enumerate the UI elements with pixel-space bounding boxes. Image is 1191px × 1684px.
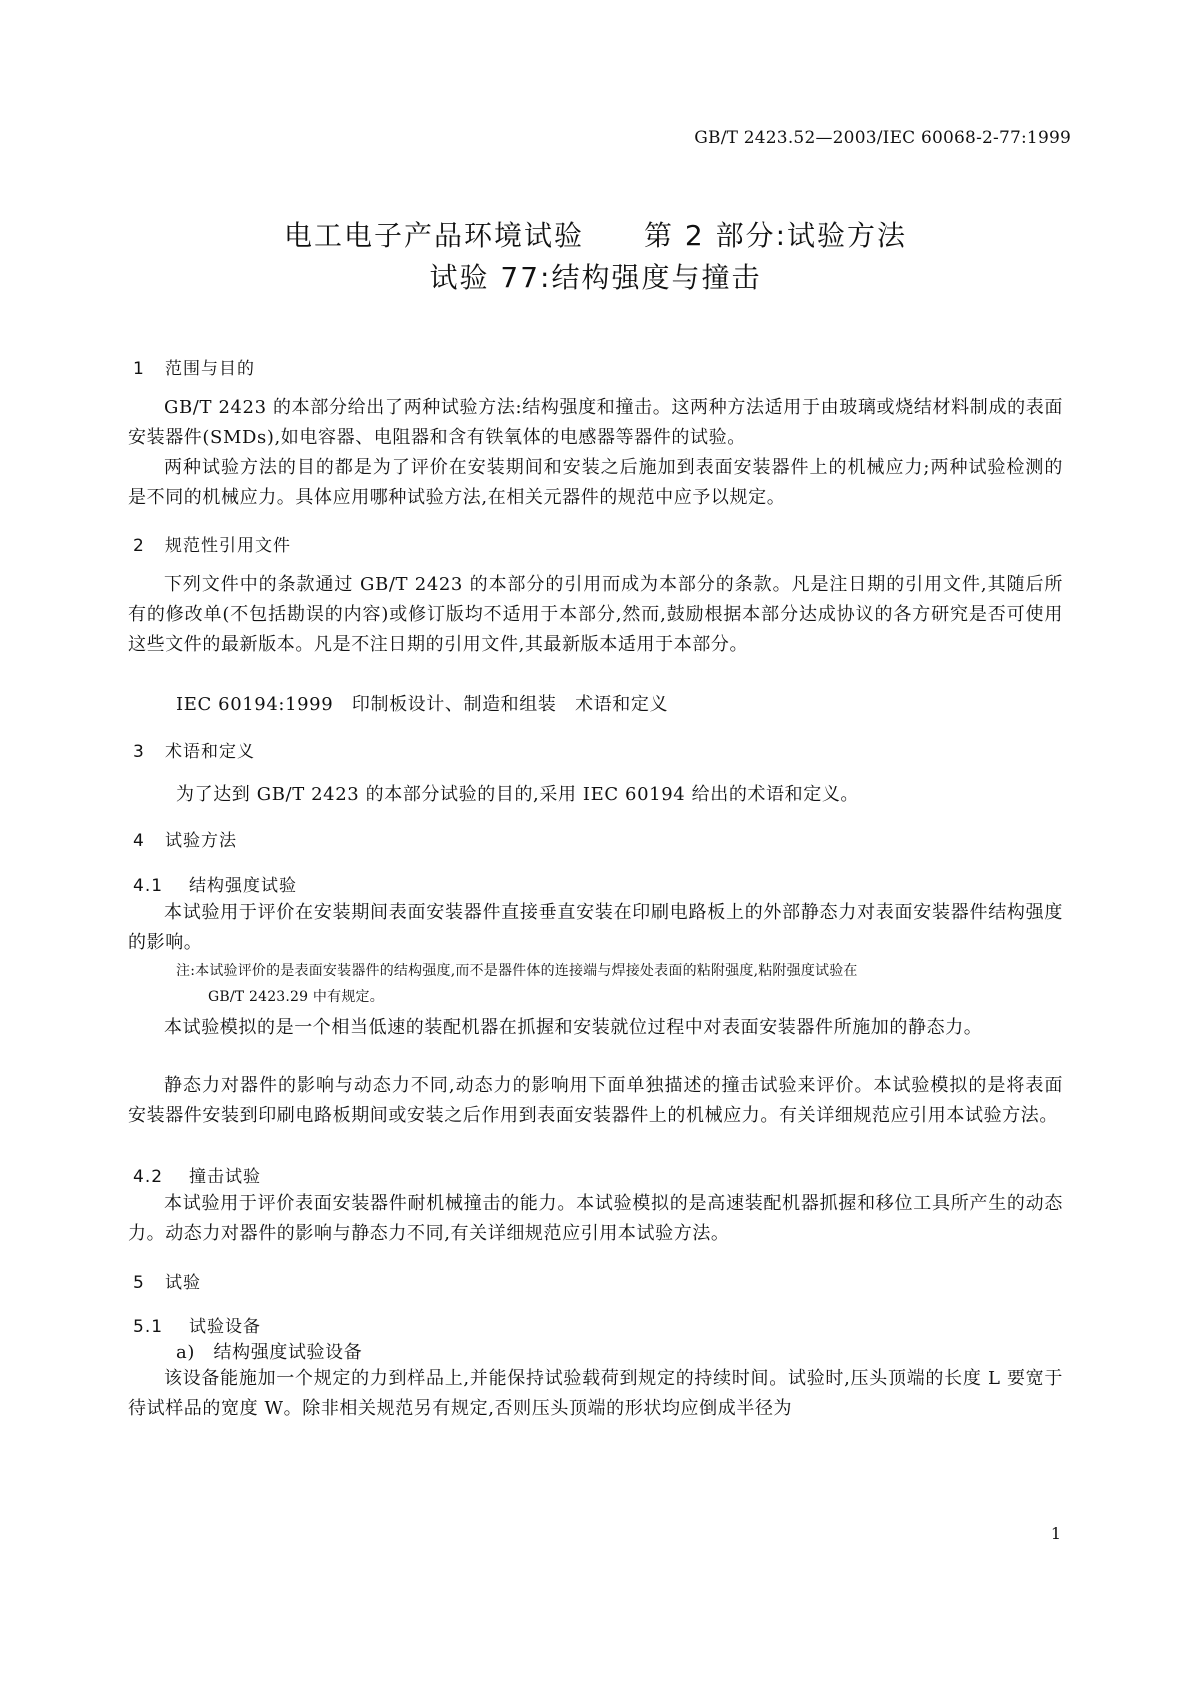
document-title-line2: 试验 77:结构强度与撞击 xyxy=(429,261,762,294)
section-1-paragraph-1: GB/T 2423 的本部分给出了两种试验方法:结构强度和撞击。这两种方法适用于由玻璃或烧结材料制成的表面安装器件(SMDs),如电容器、电阻器和含有铁氧体的电感器等器件的试验。 xyxy=(128,397,1063,448)
section-title: 试验 xyxy=(165,1273,201,1293)
section-3-heading xyxy=(133,737,255,762)
section-1-heading xyxy=(133,354,255,379)
section-number: 3 xyxy=(133,742,145,762)
normative-reference: IEC 60194:1999 印制板设计、制造和组装 术语和定义 xyxy=(176,694,669,715)
note-line-1: 注:本试验评价的是表面安装器件的结构强度,而不是器件体的连接端与焊接处表面的粘附强度,粘附强度试验在 xyxy=(176,963,858,979)
section-1-paragraph-2: 两种试验方法的目的都是为了评价在安装期间和安装之后施加到表面安装器件上的机械应力;两种试验检测的是不同的机械应力。具体应用哪种试验方法,在相关元器件的规范中应予以规定。 xyxy=(128,457,1063,508)
section-number: 4 xyxy=(133,831,145,851)
page-number: 1 xyxy=(1050,1524,1061,1543)
section-2-heading xyxy=(133,531,291,556)
section-4-2-paragraph-1: 本试验用于评价表面安装器件耐机械撞击的能力。本试验模拟的是高速装配机器抓握和移位工具所产生的动态力。动态力对器件的影响与静态力不同,有关详细规范应引用本试验方法。 xyxy=(128,1193,1063,1244)
section-4-1-paragraph-3: 静态力对器件的影响与动态力不同,动态力的影响用下面单独描述的撞击试验来评价。本试验模拟的是将表面安装器件安装到印刷电路板期间或安装之后作用到表面安装器件上的机械应力。有关详细规范应引用本试验方法。 xyxy=(128,1075,1063,1126)
section-4-1-paragraph-2: 本试验模拟的是一个相当低速的装配机器在抓握和安装就位过程中对表面安装器件所施加的静态力。 xyxy=(164,1017,983,1038)
section-5-heading xyxy=(133,1268,201,1293)
section-4-1-note xyxy=(176,958,1063,1010)
section-number: 4.2 xyxy=(133,1167,164,1187)
section-title: 试验方法 xyxy=(165,831,237,851)
section-title: 范围与目的 xyxy=(165,359,255,379)
section-number: 5.1 xyxy=(133,1317,164,1337)
section-number: 4.1 xyxy=(133,876,164,896)
section-5-1-heading xyxy=(133,1312,261,1337)
section-4-1-heading xyxy=(133,871,297,896)
section-number: 5 xyxy=(133,1273,145,1293)
section-3-paragraph-1: 为了达到 GB/T 2423 的本部分试验的目的,采用 IEC 60194 给出的术语和定义。 xyxy=(176,784,860,805)
section-number: 1 xyxy=(133,359,145,379)
document-title-line1: 电工电子产品环境试验 第 2 部分:试验方法 xyxy=(283,219,908,252)
section-number: 2 xyxy=(133,536,145,556)
standard-number: GB/T 2423.52—2003/IEC 60068-2-77:1999 xyxy=(694,128,1071,148)
section-title: 撞击试验 xyxy=(189,1167,261,1187)
section-5-1-paragraph-1: 该设备能施加一个规定的力到样品上,并能保持试验载荷到规定的持续时间。试验时,压头顶端的长度 L 要宽于待试样品的宽度 W。除非相关规范另有规定,否则压头顶端的形状均应倒成半径为 xyxy=(128,1368,1063,1419)
section-title: 规范性引用文件 xyxy=(165,536,291,556)
section-4-1-paragraph-1: 本试验用于评价在安装期间表面安装器件直接垂直安装在印刷电路板上的外部静态力对表面安装器件结构强度的影响。 xyxy=(128,902,1063,953)
section-title: 试验设备 xyxy=(189,1317,261,1337)
section-4-2-heading xyxy=(133,1162,261,1187)
section-2-paragraph-1: 下列文件中的条款通过 GB/T 2423 的本部分的引用而成为本部分的条款。凡是注日期的引用文件,其随后所有的修改单(不包括勘误的内容)或修订版均不适用于本部分,然而,鼓励根据本部分达成协议的各方研究是否可使用这些文件的最新版本。凡是不注日期的引用文件,其最新版本适用于本部分。 xyxy=(128,574,1063,655)
section-4-heading xyxy=(133,826,237,851)
note-line-2: GB/T 2423.29 中有规定。 xyxy=(208,989,384,1005)
section-title: 术语和定义 xyxy=(165,742,255,762)
section-title: 结构强度试验 xyxy=(189,876,297,896)
list-item-a: a) 结构强度试验设备 xyxy=(176,1342,363,1363)
